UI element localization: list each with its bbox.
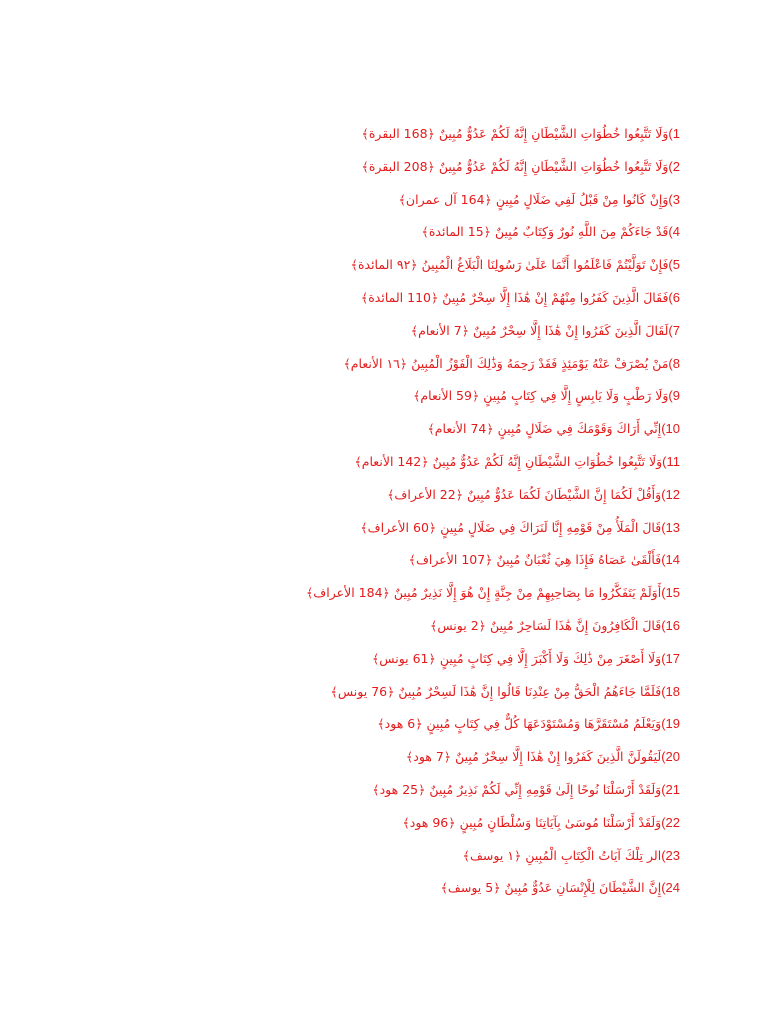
verse-text: وَلَا رَطْبٍ وَلَا يَابِسٍ إِلَّا فِي كِتَابٍ مُبِينٍ ﴿59 الأنعام﴾ <box>413 388 669 404</box>
verse-number: 6) <box>668 289 680 305</box>
verse-text: أَوَلَمْ يَتَفَكَّرُوا مَا بِصَاحِبِهِمْ مِنْ جِنَّةٍ إِنْ هُوَ إِلَّا نَذِيرٌ مُبِينٌ ﴿184 الأعراف﴾ <box>305 585 662 601</box>
verse-list <box>80 121 680 908</box>
verse-item <box>80 711 680 744</box>
verse-number: 7) <box>668 322 680 338</box>
verse-number: 21) <box>661 781 680 797</box>
verse-item <box>80 744 680 777</box>
verse-text: فَإِنْ تَوَلَّيْتُمْ فَاعْلَمُوا أَنَّمَا عَلَىٰ رَسُولِنَا الْبَلَاغُ الْمُبِينُ ﴿٩٢ المائدة﴾ <box>350 257 669 273</box>
verse-item <box>80 875 680 908</box>
verse-number: 14) <box>661 552 680 568</box>
verse-text: وَلَا تَتَّبِعُوا خُطُوَاتِ الشَّيْطَانِ إِنَّهُ لَكُمْ عَدُوٌّ مُبِينٌ ﴿168 البقرة﴾ <box>361 126 669 141</box>
verse-item <box>80 547 680 580</box>
verse-item <box>80 285 680 318</box>
verse-number: 1) <box>668 126 680 141</box>
verse-number: 16) <box>661 617 680 633</box>
verse-item <box>80 580 680 613</box>
verse-item <box>80 449 680 482</box>
verse-number: 24) <box>661 880 680 896</box>
verse-item <box>80 154 680 187</box>
verse-number: 10) <box>661 421 680 437</box>
verse-number: 3) <box>668 191 680 207</box>
verse-number: 18) <box>661 683 680 699</box>
verse-item <box>80 679 680 712</box>
verse-text: إِنَّ الشَّيْطَانَ لِلْإِنْسَانِ عَدُوٌّ مُبِينٌ ﴿5 يوسف﴾ <box>440 880 662 896</box>
verse-item <box>80 219 680 252</box>
verse-number: 9) <box>668 388 680 404</box>
verse-text: لَيَقُولَنَّ الَّذِينَ كَفَرُوا إِنْ هَٰذَا إِلَّا سِحْرٌ مُبِينٌ ﴿7 هود﴾ <box>405 749 662 765</box>
verse-item <box>80 383 680 416</box>
verse-number: 23) <box>661 847 680 863</box>
verse-text: إِنِّي أَرَاكَ وَقَوْمَكَ فِي ضَلَالٍ مُبِينٍ ﴿74 الأنعام﴾ <box>427 421 662 437</box>
verse-number: 19) <box>661 716 680 732</box>
verse-text: مَنْ يُصْرَفْ عَنْهُ يَوْمَئِذٍ فَقَدْ رَحِمَهُ وَذَٰلِكَ الْفَوْزُ الْمُبِينُ ﴿١٦ الأنعام﴾ <box>343 355 669 371</box>
verse-number: 4) <box>668 224 680 240</box>
verse-item <box>80 515 680 548</box>
verse-text: وَإِنْ كَانُوا مِنْ قَبْلُ لَفِي ضَلَالٍ مُبِينٍ ﴿164 آل عمران﴾ <box>398 191 669 207</box>
verse-item <box>80 810 680 843</box>
verse-item <box>80 187 680 220</box>
verse-text: الر تِلْكَ آيَاتُ الْكِتَابِ الْمُبِينِ ﴿١ يوسف﴾ <box>462 847 662 863</box>
verse-number: 12) <box>661 486 680 502</box>
verse-number: 8) <box>668 355 680 371</box>
verse-number: 2) <box>668 158 680 174</box>
verse-number: 15) <box>661 585 680 601</box>
verse-number: 17) <box>661 650 680 666</box>
verse-item <box>80 416 680 449</box>
verse-text: فَقَالَ الَّذِينَ كَفَرُوا مِنْهُمْ إِنْ هَٰذَا إِلَّا سِحْرٌ مُبِينٌ ﴿110 المائدة﴾ <box>360 289 669 305</box>
verse-text: فَأَلْقَىٰ عَصَاهُ فَإِذَا هِيَ ثُعْبَانٌ مُبِينٌ ﴿107 الأعراف﴾ <box>408 552 662 568</box>
verse-item <box>80 318 680 351</box>
verse-text: وَلَا أَصْغَرَ مِنْ ذَٰلِكَ وَلَا أَكْبَرَ إِلَّا فِي كِتَابٍ مُبِينٍ ﴿61 يونس﴾ <box>371 650 662 666</box>
verse-text: فَلَمَّا جَاءَهُمُ الْحَقُّ مِنْ عِنْدِنَا قَالُوا إِنَّ هَٰذَا لَسِحْرٌ مُبِينٌ ﴿76 يونس﴾ <box>330 683 662 699</box>
verse-text: قَدْ جَاءَكُمْ مِنَ اللَّهِ نُورٌ وَكِتَابٌ مُبِينٌ ﴿15 المائدة﴾ <box>421 224 669 240</box>
verse-text: لَقَالَ الَّذِينَ كَفَرُوا إِنْ هَٰذَا إِلَّا سِحْرٌ مُبِينٌ ﴿7 الأنعام﴾ <box>410 322 669 338</box>
verse-number: 22) <box>661 814 680 830</box>
verse-number: 11) <box>662 453 680 469</box>
verse-text: وَلَقَدْ أَرْسَلْنَا مُوسَىٰ بِآيَاتِنَا وَسُلْطَانٍ مُبِينٍ ﴿96 هود﴾ <box>402 814 662 830</box>
verse-number: 20) <box>661 749 680 765</box>
verse-text: قَالَ الْمَلَأُ مِنْ قَوْمِهِ إِنَّا لَنَرَاكَ فِي ضَلَالٍ مُبِينٍ ﴿60 الأعراف﴾ <box>360 519 662 535</box>
verse-number: 5) <box>668 257 680 273</box>
verse-item <box>80 121 680 154</box>
verse-text: وَلَقَدْ أَرْسَلْنَا نُوحًا إِلَىٰ قَوْمِهِ إِنِّي لَكُمْ نَذِيرٌ مُبِينٌ ﴿25 هود﴾ <box>372 781 662 797</box>
verse-item <box>80 351 680 384</box>
verse-number: 13) <box>661 519 680 535</box>
verse-item <box>80 613 680 646</box>
verse-item <box>80 646 680 679</box>
verse-item <box>80 252 680 285</box>
verse-text: وَيَعْلَمُ مُسْتَقَرَّهَا وَمُسْتَوْدَعَهَا كُلٌّ فِي كِتَابٍ مُبِينٍ ﴿6 هود﴾ <box>377 716 662 732</box>
verse-item <box>80 482 680 515</box>
verse-text: وَلَا تَتَّبِعُوا خُطُوَاتِ الشَّيْطَانِ إِنَّهُ لَكُمْ عَدُوٌّ مُبِينٌ ﴿142 الأنعام﴾ <box>354 453 663 469</box>
verse-text: وَلَا تَتَّبِعُوا خُطُوَاتِ الشَّيْطَانِ إِنَّهُ لَكُمْ عَدُوٌّ مُبِينٌ ﴿208 البقرة﴾ <box>361 158 669 174</box>
verse-text: قَالَ الْكَافِرُونَ إِنَّ هَٰذَا لَسَاحِرٌ مُبِينٌ ﴿2 يونس﴾ <box>430 617 662 633</box>
verse-item <box>80 777 680 810</box>
verse-text: وَأَقُلْ لَكُمَا إِنَّ الشَّيْطَانَ لَكُمَا عَدُوٌّ مُبِينٌ ﴿22 الأعراف﴾ <box>387 486 662 502</box>
verse-item <box>80 843 680 876</box>
